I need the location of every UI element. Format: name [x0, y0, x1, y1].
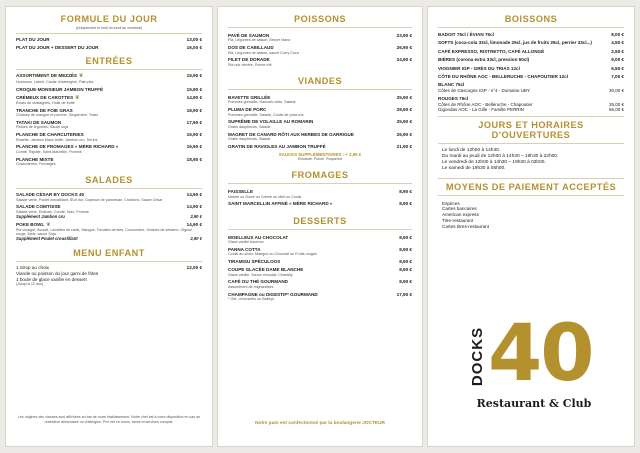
- divider: [228, 183, 412, 184]
- list-item: PLANCHE DE CHARCUTERIES 16,90 € Rosette, Jambon blanc truffé, Jambon cru, Terrine: [16, 132, 202, 142]
- list-item: CRÉMEUX DE CAROTTES ❦ 14,90 € Éclats de châtaignes, Huile de truffe: [16, 94, 202, 106]
- list-item: FILET DE DORADE 24,90 € Riz noir vénéré, Poivre rôti: [228, 57, 412, 67]
- divider: [438, 195, 624, 196]
- middle-panel: [217, 6, 423, 447]
- divider: [438, 143, 624, 144]
- list-item: Côtes de Rhône AOC - Belleruche - Chapoutier 35,00 €: [438, 101, 624, 107]
- viandes-title: VIANDES: [297, 76, 343, 87]
- list-item: BAVETTE GRILLÉE 25,90 € Pommes grenaille, Haricots verts, Salade: [228, 95, 412, 105]
- logo-number: 40: [488, 309, 593, 399]
- list-item: CHAMPAGNE ou DIGESTIF* GOURMAND 17,90 € * Get, Limoncello ou Baileys: [228, 291, 412, 302]
- list-item: BIÈRES (corona extra 33cl, pression 50cl) 9,00 €: [438, 57, 624, 63]
- formule-note: (Uniquement le midi du lundi au vendredi): [75, 26, 143, 30]
- list-item: PLUMA DE PORC 28,90 € Pommes grenaille, Salade, Coulis de poivrons: [228, 107, 412, 117]
- logo-tagline: Restaurant & Club: [476, 397, 592, 410]
- list-item: MAGRET DE CANARD RÔTI AUX HERBES DE GARRIGUE 26,90 € Gratin dauphinois, Salade: [228, 131, 412, 142]
- list-item: PLAT DU JOUR 13,00 €: [16, 37, 202, 42]
- list-item: MOELLEUX AU CHOCOLAT 8,90 € Glace vanille bourbon: [228, 234, 412, 245]
- list-item: SAINT MARCELLIN AFFINÉ « MÈRE RICHARD » 8,90 €: [228, 201, 412, 207]
- list-item: CROQUE-MONSIEUR JAMBON TRUFFÉ 15,90 €: [16, 86, 202, 92]
- fromages-title: FROMAGES: [291, 170, 349, 181]
- right-panel: [427, 6, 635, 447]
- list-item: FAISSELLE 8,90 € Nature ou Sucre ou Crème ou Miel ou Coulis: [228, 189, 412, 199]
- list-item: PANNA COTTA 8,90 € Coulis au choix: Mangue ou Chocolat ou Fruits rouges: [228, 247, 412, 257]
- divider: [16, 69, 202, 70]
- list-item: DOS DE CABILLAUD 26,90 € Riz, Légumes de saison, sauce Curry Coco: [228, 45, 412, 55]
- payment-methods: Espèces Cartes bancaires American express Titre-restaurant Cartes titres-restaurant: [442, 200, 489, 229]
- list-item: SALADE CÉSAR BY DOCKS 40 14,90 € Salade verte, Poulet croustillant, Œuf dur, Copeaux de parmesan, Croûtons, Sauce César: [16, 192, 202, 202]
- kids-menu: 1 Sirop au choix Viande ou poisson du jour garni de frites 1 boule de glace vanille en dessert (Jusqu'à 12 ans) 12,00 €: [16, 265, 202, 287]
- list-item: TRANCHE DE FOIE GRAS 18,90 € Chutney de mangue et pomme, Gingembre, Toast: [16, 107, 202, 118]
- salades-title: SALADES: [85, 175, 133, 186]
- list-item: TATAKI DE SAUMON 17,90 € Pickles de légumes, Sauce soja: [16, 120, 202, 130]
- list-item: CAFÉ EXPRESSO, RISTRETTO, CAFÉ ALLONGÉ 2,50 €: [438, 48, 624, 54]
- divider: [16, 33, 202, 34]
- divider: [228, 27, 412, 28]
- sauces-list: Échalote, Poivre, Roquefort: [298, 157, 342, 162]
- wine-heading: BLANC 75cl: [438, 82, 465, 88]
- left-panel: [5, 6, 213, 447]
- allergen-footnote: Les origines des viandes sont affichées au bar de notre établissement. Notre chef est à votre disposition en cas de restriction alimentaire ou d'allergies. Prix net en euros, taxes et services compris.: [17, 415, 201, 424]
- list-item: VIOGNIER IGP - GRÈS DU TRIAS 12cl 6,50 €: [438, 65, 624, 71]
- formule-title: FORMULE DU JOUR: [60, 14, 158, 24]
- sauces-supplement: SAUCES SUPPLÉMENTAIRES : + 2,90 €: [278, 152, 362, 158]
- divider: [228, 89, 412, 90]
- list-item: SALADE COMTOISE 14,90 € Salade verte, Endives, Comté, Noix, Pomme Supplément Jambon cru 2,90 €: [16, 204, 202, 220]
- boissons-title: BOISSONS: [504, 14, 558, 24]
- list-item: CAFÉ OU THÉ GOURMAND 8,90 € Assortiment de mignardises: [228, 279, 412, 289]
- list-item: PAVÉ DE SAUMON 23,90 € Riz, Légumes de saison, Beurre blanc: [228, 33, 412, 43]
- list-item: SOFTS (coca-cola 33cl, limonade 25cl, jus de fruits 25cl, perrier 33cl...) 4,50 €: [438, 40, 624, 46]
- poissons-title: POISSONS: [294, 14, 346, 24]
- vegetarian-leaf-icon: ❦: [46, 221, 51, 228]
- divider: [16, 261, 202, 262]
- list-item: TIRAMISU SPÉCULOOS 8,90 €: [228, 259, 412, 265]
- desserts-title: DESSERTS: [293, 215, 347, 226]
- list-item: SUPRÊME DE VOLAILLE AU ROMARIN 25,90 € Gratin dauphinois, Salade: [228, 119, 412, 129]
- list-item: BADOIT 75cl / ÉVIAN 75cl 8,00 €: [438, 32, 624, 37]
- list-item: COUPE GLACÉE DAME BLANCHE 8,90 € Glace vanille, Sauce chocolat, Chantilly: [228, 267, 412, 277]
- entrees-title: ENTRÉES: [85, 56, 133, 67]
- bread-note: Notre pain est confectionné par la boulangerie JOCTEUR: [254, 421, 386, 426]
- list-item: POKE BOWL ❦ 14,90 € Riz vinaigré, Avocat, Lamelles de radis, Mangue, Tomates cerises, Concombre, Graines de sésame, Oignon rouge, Maïs, sauce Soja Supplément Poulet croustillant 2,90 €: [16, 221, 202, 242]
- wine-heading: ROUGES 75cl: [438, 96, 469, 102]
- supplement-line: Supplément Poulet croustillant 2,90 €: [16, 236, 202, 242]
- enfant-title: MENU ENFANT: [73, 248, 145, 259]
- list-item: PLANCHE DE FROMAGES « MÈRE RICHARD » 16,90 € Comté, Rigotte, Saint-Marcellin, Pommé: [16, 144, 202, 154]
- list-item: Côtes de Gascogne IGP - n°4 - Domaine UBY 30,00 €: [438, 87, 624, 93]
- paiement-title: MOYENS DE PAIEMENT ACCEPTÉS: [445, 181, 617, 192]
- vegetarian-leaf-icon: ❦: [79, 73, 84, 80]
- list-item: CÔTE DU RHÔNE AOC - BELLERUCHE - CHAPOUTIER 12cl 7,00 €: [438, 74, 624, 80]
- divider: [16, 188, 202, 189]
- list-item: ASSORTIMENT DE MEZZÉS ❦ 15,90 € Houmous, Labné, Caviar d'aubergine, Pain pita: [16, 73, 202, 84]
- supplement-line: Supplément Jambon cru 2,90 €: [16, 214, 202, 220]
- list-item: PLAT DU JOUR + DESSERT DU JOUR 16,00 €: [16, 45, 202, 50]
- logo-word: DOCKS: [469, 326, 487, 386]
- horaires-title: JOURS ET HORAIRES D'OUVERTURES: [478, 120, 584, 141]
- divider: [438, 27, 624, 28]
- list-item: Gigondas AOC - La Gille - Famille PERRIN 56,00 €: [438, 107, 624, 113]
- opening-hours: Le lundi de 12h00 à 14h30. Du mardi au jeudi de 12h00 à 14h30 – 19h30 à 22h00. Le vendredi de 12h00 à 14h30 – 19h30 à 03h00. Le samedi de 19h30 à 05h00.: [442, 148, 559, 171]
- list-item: GRATIN DE RAVIOLES AU JAMBON TRUFFÉ 21,90 €: [228, 143, 412, 149]
- list-item: PLANCHE MIXTE 18,90 € Charcuteries, Fromages: [16, 156, 202, 167]
- vegetarian-leaf-icon: ❦: [75, 94, 80, 101]
- divider: [228, 229, 412, 230]
- docks40-logo: [468, 309, 598, 403]
